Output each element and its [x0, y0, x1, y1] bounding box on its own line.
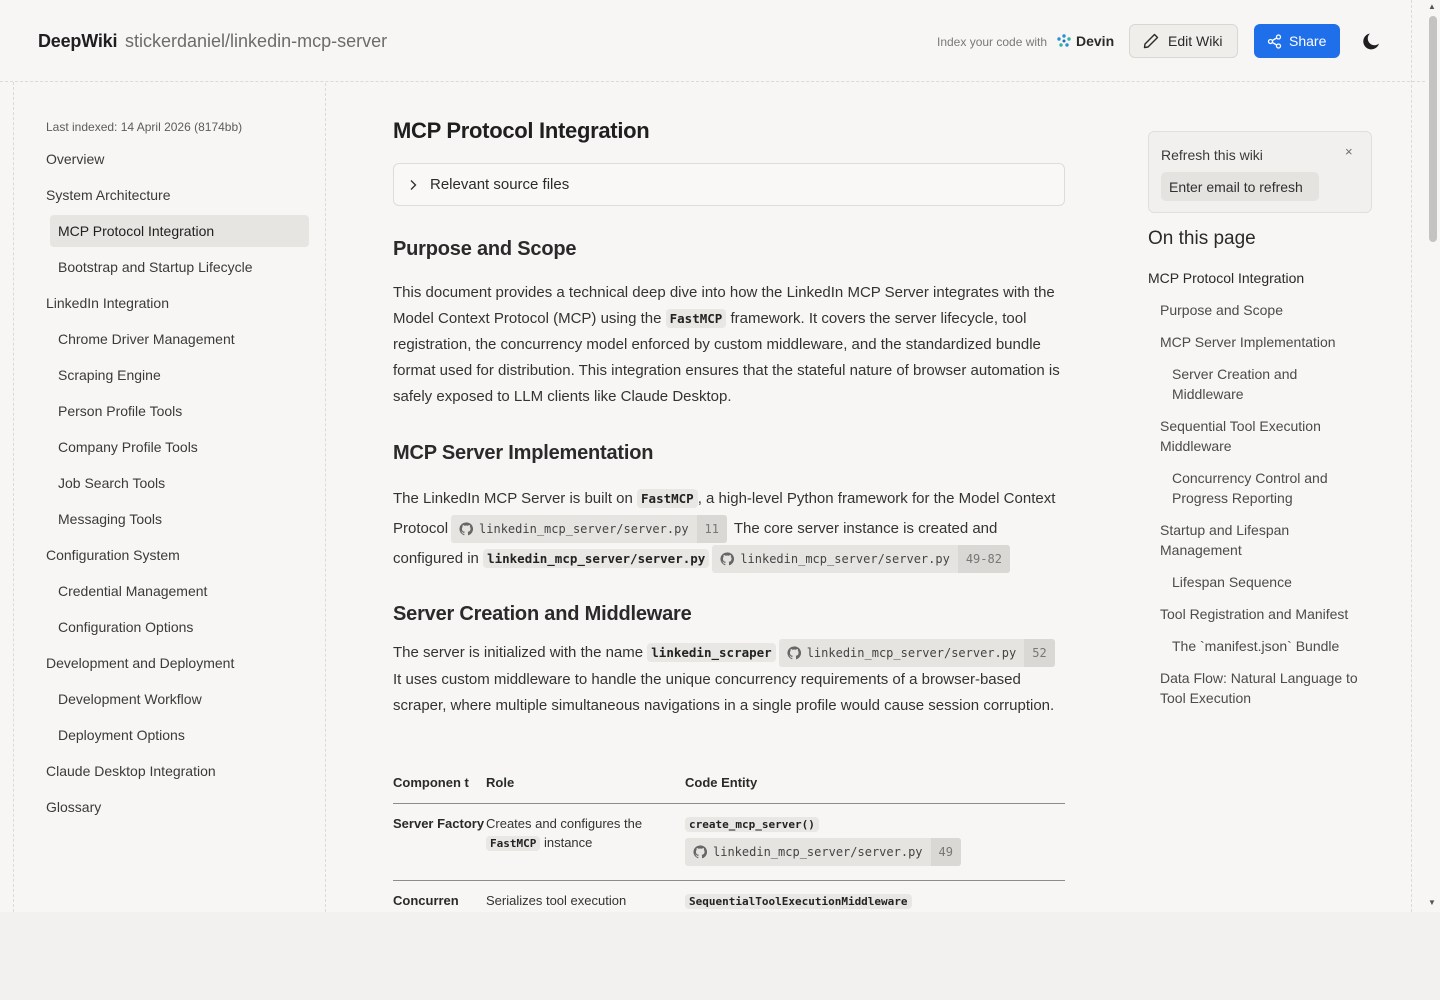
- text-run: framework. It covers the server lifecycle, tool registration, the concurrency model enforced by custom middleware, and the standardized bundle format used for distribution. This integration ensures that the stateful nature of browser automation is safely exposed to LLM clients like Claude Desktop.: [393, 310, 1060, 405]
- table-row: [393, 881, 1065, 913]
- text-run: , a high-level Python framework for the Model Context Protocol: [393, 490, 1056, 537]
- sidebar-item[interactable]: Job Search Tools: [58, 475, 166, 491]
- refresh-wiki-title: Refresh this wiki: [1161, 147, 1263, 163]
- source-line-range: 49-82: [958, 545, 1010, 573]
- text-run: The LinkedIn MCP Server is built on: [393, 490, 638, 507]
- brand-logo[interactable]: DeepWiki: [38, 31, 118, 51]
- sidebar-item[interactable]: MCP Protocol Integration: [50, 215, 309, 247]
- table-cell-role: Serializes tool execution: [486, 881, 685, 913]
- toc-item[interactable]: Lifespan Sequence: [1172, 574, 1292, 590]
- page-title: MCP Protocol Integration: [393, 118, 650, 143]
- close-icon[interactable]: ×: [1345, 144, 1353, 159]
- toc-item[interactable]: Purpose and Scope: [1160, 302, 1283, 318]
- sidebar-item[interactable]: LinkedIn Integration: [46, 295, 169, 311]
- code-fastmcp: FastMCP: [637, 489, 698, 508]
- source-file-name: linkedin_mcp_server/server.py: [479, 522, 689, 537]
- sidebar-item[interactable]: Person Profile Tools: [58, 403, 183, 419]
- last-indexed-text: Last indexed: 14 April 2026 (8174bb): [46, 120, 243, 134]
- refresh-email-input[interactable]: [1161, 172, 1319, 201]
- toc-item[interactable]: Concurrency Control and Progress Reporting: [1172, 470, 1328, 506]
- code-server-path: linkedin_mcp_server/server.py: [483, 549, 709, 568]
- code-fastmcp: FastMCP: [486, 836, 540, 851]
- toc-item[interactable]: Startup and Lifespan Management: [1160, 522, 1290, 558]
- heading-purpose-scope: Purpose and Scope: [393, 238, 577, 260]
- pencil-icon: [1142, 32, 1160, 50]
- share-button[interactable]: [1254, 24, 1340, 58]
- index-code-text: Index your code with: [937, 35, 1048, 49]
- source-link[interactable]: [712, 545, 1010, 573]
- text-run: The core server instance is created and configured in: [393, 520, 998, 567]
- moon-icon[interactable]: [1360, 29, 1384, 53]
- github-icon: [693, 845, 707, 859]
- text-run: This document provides a technical deep dive into how the LinkedIn MCP Server integrates with the Model Context Protocol (MCP) using the: [393, 284, 1055, 327]
- sidebar-item[interactable]: Claude Desktop Integration: [46, 763, 216, 779]
- github-icon: [459, 522, 473, 536]
- text-run: It uses custom middleware to handle the unique concurrency requirements of a browser-based scraper, where multiple simultaneous navigations in a single profile would cause session corruption.: [393, 671, 1055, 714]
- sidebar-nav: [14, 83, 326, 912]
- sidebar-item[interactable]: Configuration System: [46, 547, 180, 563]
- toc-item[interactable]: Data Flow: Natural Language to Tool Execution: [1160, 670, 1358, 706]
- sidebar-item[interactable]: Development and Deployment: [46, 655, 235, 671]
- table-cell-entity: [685, 881, 1065, 913]
- toc-item[interactable]: The `manifest.json` Bundle: [1172, 638, 1340, 654]
- frame-divider-right: [1411, 0, 1412, 912]
- sidebar-item[interactable]: Development Workflow: [58, 691, 202, 707]
- table-cell-component: Concurren: [393, 881, 486, 913]
- source-link[interactable]: [779, 639, 1055, 667]
- code-entity: SequentialToolExecutionMiddleware: [685, 894, 912, 909]
- edit-wiki-button[interactable]: [1129, 24, 1238, 58]
- code-fastmcp: FastMCP: [666, 309, 727, 328]
- source-link[interactable]: [451, 515, 727, 543]
- column-header: Code Entity: [685, 773, 1065, 804]
- code-entity: create_mcp_server(): [685, 817, 819, 832]
- sidebar-item[interactable]: System Architecture: [46, 187, 171, 203]
- sidebar-item[interactable]: Bootstrap and Startup Lifecycle: [58, 259, 253, 275]
- share-label: Share: [1289, 33, 1327, 49]
- toc-item[interactable]: Sequential Tool Execution Middleware: [1160, 418, 1321, 454]
- table-cell-entity: [685, 804, 1065, 881]
- sidebar-item[interactable]: Chrome Driver Management: [58, 331, 235, 347]
- top-header: [0, 0, 1425, 82]
- paragraph-purpose: [393, 280, 1065, 410]
- empty-area: [0, 912, 1440, 1000]
- sidebar-item[interactable]: Credential Management: [58, 583, 208, 599]
- heading-server-creation: Server Creation and Middleware: [393, 603, 692, 625]
- source-file-name: linkedin_mcp_server/server.py: [806, 646, 1017, 660]
- chevron-right-icon: [408, 179, 418, 191]
- column-header: Role: [486, 773, 685, 804]
- relevant-source-files-label: Relevant source files: [430, 176, 570, 193]
- sidebar-item[interactable]: Deployment Options: [58, 727, 185, 743]
- scrollbar-thumb[interactable]: [1429, 16, 1437, 242]
- table-header-row: [393, 773, 1065, 804]
- toc-item[interactable]: Tool Registration and Manifest: [1160, 606, 1349, 622]
- paragraph-server-creation: [393, 639, 1065, 719]
- source-file-name: linkedin_mcp_server/server.py: [713, 844, 923, 859]
- source-line-range: 11: [697, 515, 727, 543]
- source-line-range: 52: [1024, 639, 1054, 667]
- devin-icon: [1057, 34, 1071, 48]
- source-line-range: 49: [931, 838, 961, 866]
- sidebar-item[interactable]: Glossary: [46, 799, 102, 815]
- source-link[interactable]: [685, 838, 961, 866]
- table-row: [393, 804, 1065, 881]
- scroll-up-arrow-icon[interactable]: ▲: [1428, 2, 1436, 11]
- sidebar-item[interactable]: Messaging Tools: [58, 511, 163, 527]
- toc-item[interactable]: Server Creation and Middleware: [1172, 366, 1298, 402]
- on-this-page-title: On this page: [1148, 228, 1256, 249]
- repo-name[interactable]: stickerdaniel/linkedin-mcp-server: [125, 31, 388, 51]
- column-header: Componen t: [393, 773, 486, 804]
- sidebar-item[interactable]: Overview: [46, 151, 105, 167]
- text-run: Creates and configures the: [486, 816, 643, 831]
- sidebar-item[interactable]: Scraping Engine: [58, 367, 161, 383]
- text-run: instance: [540, 835, 593, 850]
- devin-link[interactable]: Devin: [1076, 33, 1115, 49]
- scroll-down-arrow-icon[interactable]: ▼: [1428, 898, 1436, 907]
- relevant-source-files-toggle[interactable]: [393, 163, 1065, 206]
- table-cell-component: Server Factory: [393, 804, 486, 881]
- code-linkedin-scraper: linkedin_scraper: [647, 643, 775, 662]
- toc-item[interactable]: MCP Server Implementation: [1160, 334, 1336, 350]
- sidebar-item[interactable]: Configuration Options: [58, 619, 194, 635]
- sidebar-item[interactable]: Company Profile Tools: [58, 439, 198, 455]
- source-file-name: linkedin_mcp_server/server.py: [740, 552, 950, 567]
- edit-wiki-label: Edit Wiki: [1168, 33, 1223, 49]
- paragraph-implementation: [393, 484, 1065, 574]
- github-icon: [787, 646, 801, 660]
- component-table: [393, 773, 1065, 912]
- toc-item[interactable]: MCP Protocol Integration: [1148, 270, 1305, 286]
- share-icon: [1267, 34, 1282, 49]
- text-run: The server is initialized with the name: [393, 643, 648, 661]
- heading-server-implementation: MCP Server Implementation: [393, 442, 654, 464]
- github-icon: [720, 552, 734, 566]
- table-cell-role: [486, 804, 685, 881]
- refresh-wiki-panel: [1148, 131, 1372, 213]
